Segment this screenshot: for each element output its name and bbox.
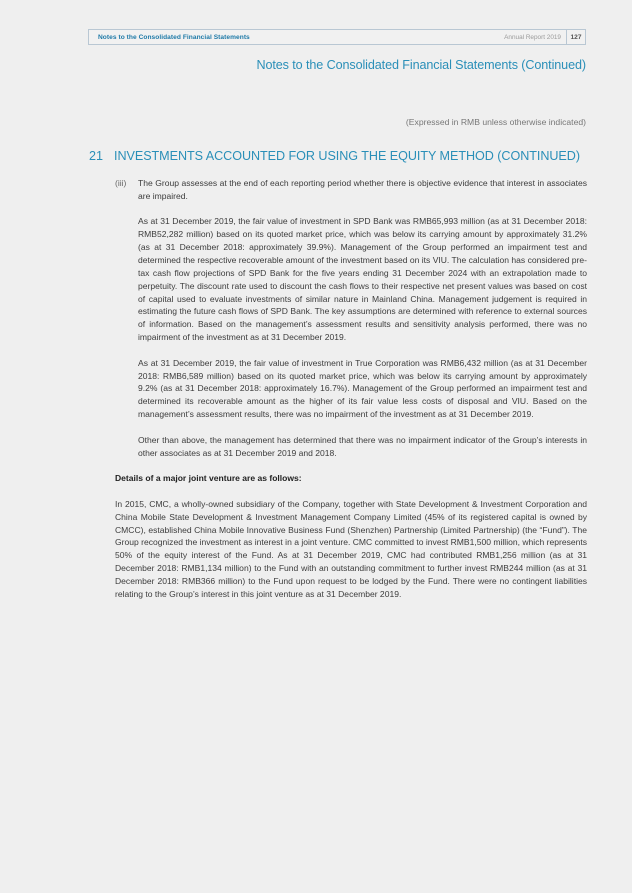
section-heading	[89, 149, 580, 163]
joint-venture-paragraph: In 2015, CMC, a wholly-owned subsidiary of the Company, together with State Development & Investment Corporation and China Mobile State Development & Investment Management Company Limited (45% of its registered capital is owned by CMCC), established China Mobile Innovative Business Fund (Shenzhen) Partnership (Limited Partnership) (the “Fund”). The Group recognized the investment as interest in a joint venture. CMC committed to invest RMB1,500 million, which represents 50% of the equity interest of the Fund. As at 31 December 2019, CMC had contributed RMB1,256 million (as at 31 December 2018: RMB1,134 million) to the Fund with an outstanding commitment to further invest RMB244 million (as at 31 December 2018: RMB366 million) to the Fund upon request to be lodged by the Fund. There were no contingent liabilities relating to the Group’s interest in this joint venture as at 31 December 2019.	[115, 498, 587, 599]
spd-bank-paragraph: As at 31 December 2019, the fair value of investment in SPD Bank was RMB65,993 million (as at 31 December 2018: RMB52,282 million) based on its quoted market price, which was below its carrying amount by approximately 31.2% (as at 31 December 2018: approximately 39.9%). Management of the Group performed an impairment test and determined the respective recoverable amount of the investment based on its VIU. The calculation has considered pre-tax cash flow projections of SPD Bank for the five years ending 31 December 2024 with an extrapolation made to perpetuity. The discount rate used to discount the cash flows to their respective net present values was based on cost of capital used to evaluate investments of similar nature in Mainland China. Management judgement is required in estimating the future cash flows of SPD Bank. The key assumptions are determined with reference to external sources of information. Based on the management’s assessment results and sensitivity analysis performed, there was no impairment of the investment as at 31 December 2019.	[138, 216, 587, 343]
list-item-iii	[115, 177, 587, 459]
page-number: 127	[566, 30, 585, 44]
list-marker: (iii)	[115, 178, 127, 188]
impairment-assessment-paragraph: The Group assesses at the end of each reporting period whether there is objective evidence that interest in associates are impaired.	[138, 178, 587, 201]
section-title: INVESTMENTS ACCOUNTED FOR USING THE EQUITY METHOD (CONTINUED)	[114, 149, 580, 163]
other-associates-paragraph: Other than above, the management has determined that there was no impairment indicator of the Group’s interests in other associates as at 31 December 2019 and 2018.	[138, 434, 587, 458]
running-header-report-name: Annual Report 2019	[504, 33, 561, 41]
running-header-section-name: Notes to the Consolidated Financial Statements	[98, 33, 250, 41]
main-content	[115, 177, 587, 601]
running-header	[88, 29, 586, 45]
currency-note: (Expressed in RMB unless otherwise indicated)	[405, 117, 586, 127]
section-number: 21	[89, 149, 103, 163]
true-corporation-paragraph: As at 31 December 2019, the fair value of investment in True Corporation was RMB6,432 million (as at 31 December 2018: RMB6,589 million) based on its quoted market price, which was below its carrying amount by approximately 9.2% (as at 31 December 2018: approximately 16.7%). Management of the Group performed an impairment test and determined its recoverable amount as the higher of its fair value less costs of disposal and VIU. Based on the management’s assessment results, there was no impairment of the investment as at 31 December 2019.	[138, 357, 587, 420]
list-item-body	[138, 177, 587, 459]
joint-venture-heading: Details of a major joint venture are as follows:	[115, 473, 302, 484]
page-title: Notes to the Consolidated Financial Statements (Continued)	[256, 58, 586, 72]
